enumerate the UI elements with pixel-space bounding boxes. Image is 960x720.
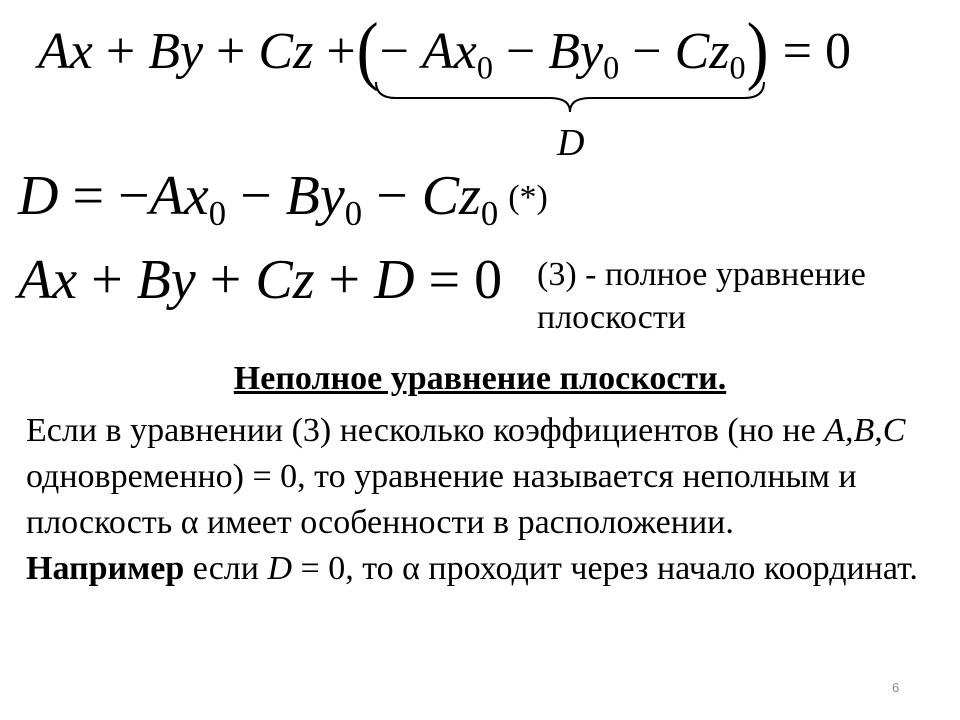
underbrace-label: D	[557, 122, 585, 164]
underbrace	[374, 80, 766, 114]
page-number: 6	[892, 680, 900, 695]
body-text	[26, 408, 956, 592]
paragraph-incomplete-equation: Если в уравнении (3) несколько коэффициентов (но не A,B,C одновременно) = 0, то уравнение называется неполным и плоскость α имеет особенности в расположении.	[26, 412, 906, 541]
equation-d-definition: $D = -Ax_0 - By_0 - Cz_0$ (*)	[18, 165, 548, 234]
paragraph-example: Например если D = 0, то α проходит через начало координат.	[26, 550, 918, 587]
equation-note: (3) - полное уравнение плоскости	[537, 256, 866, 336]
section-heading: Неполное уравнение плоскости.	[233, 360, 727, 397]
equation-mark: (*)	[508, 179, 548, 216]
equation-general-plane: Ax + By + Cz + D = 0	[18, 249, 503, 311]
equation-expanded: Ax + By + Cz +(− $Ax_0 - By_0 - Cz_0) = 0$	[38, 8, 851, 93]
